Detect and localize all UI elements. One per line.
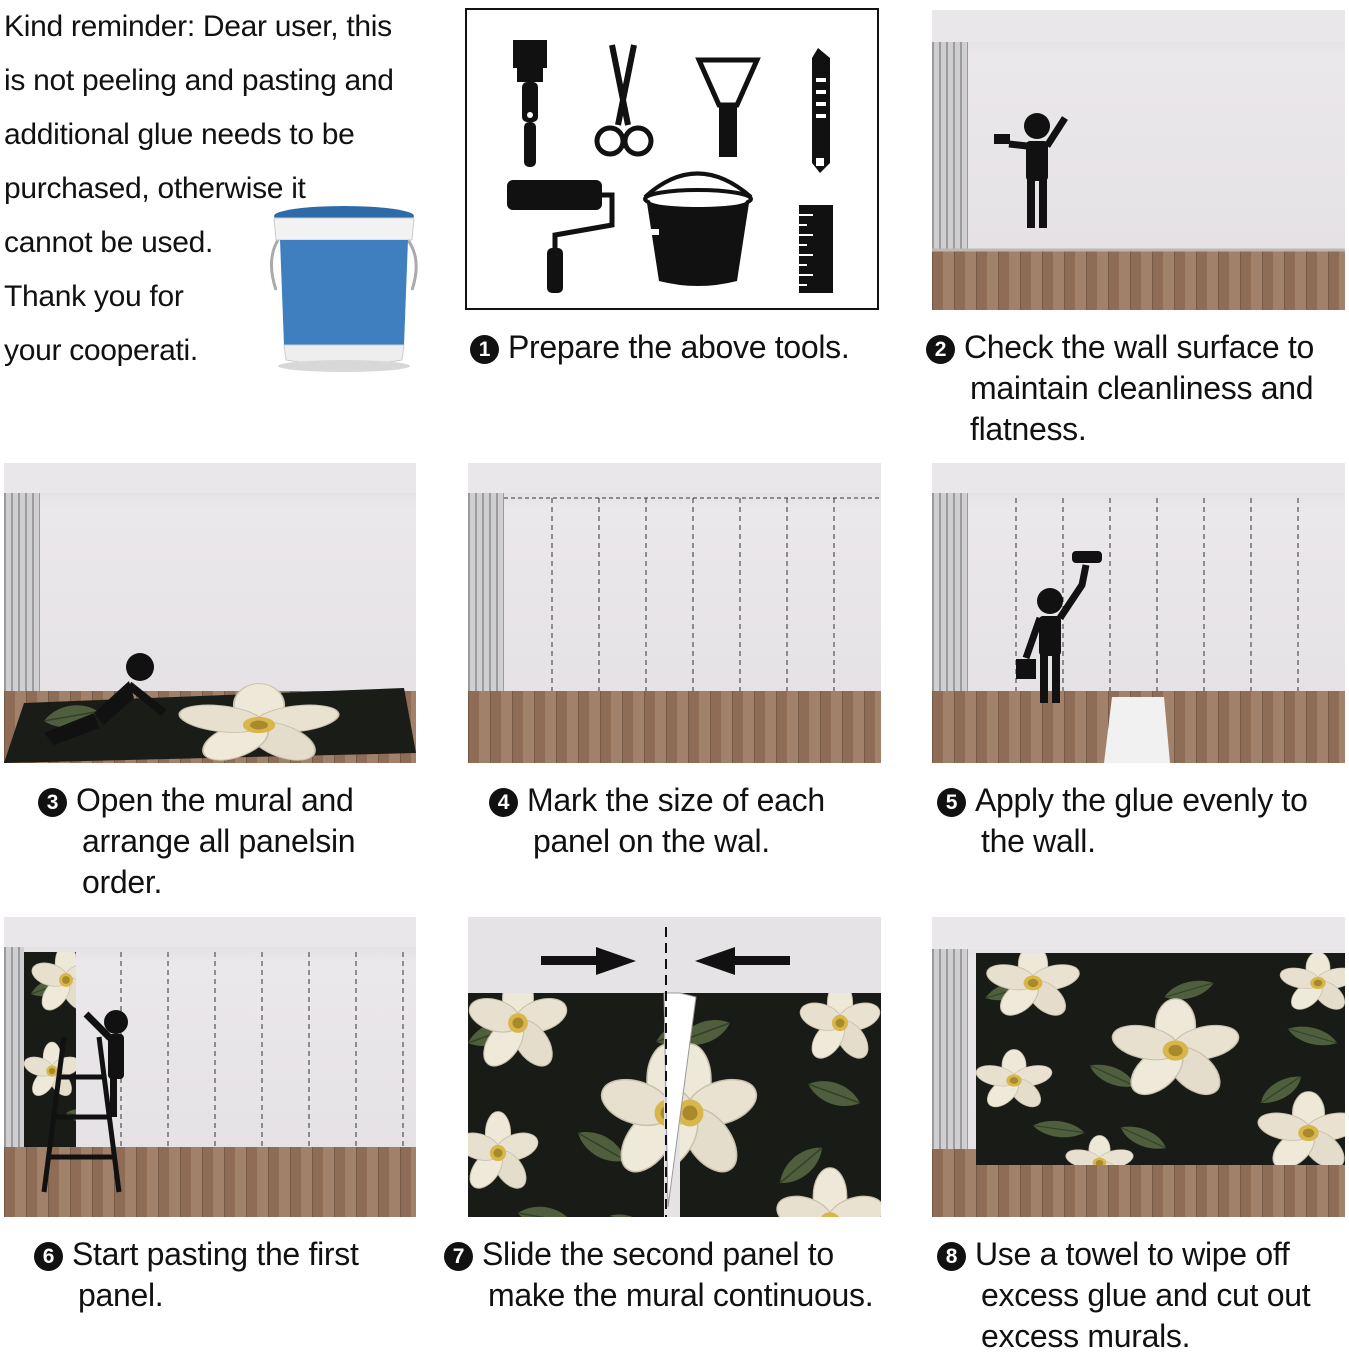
- step-2-caption: 2 Check the wall surface to maintain cleanliness and flatness.: [926, 327, 1314, 450]
- paint-brush-icon: [513, 40, 547, 167]
- paint-roller-icon: [507, 180, 612, 293]
- utility-knife-icon: [812, 48, 830, 173]
- reminder-line: additional glue needs to be: [4, 118, 355, 151]
- step6-image: [4, 917, 416, 1217]
- bucket-icon: [645, 174, 751, 287]
- step3-image: [4, 463, 416, 763]
- step-6-caption: 6 Start pasting the first panel.: [34, 1234, 359, 1316]
- reminder-line: your cooperati.: [4, 334, 198, 367]
- glue-bucket-icon: [266, 200, 436, 375]
- step-1-caption: 1 Prepare the above tools.: [470, 327, 849, 368]
- step8-image: [932, 917, 1345, 1217]
- reminder-line: is not peeling and pasting and: [4, 64, 394, 97]
- step-3-caption: 3 Open the mural and arrange all panelsin order.: [38, 780, 355, 903]
- scissors-icon: [597, 45, 651, 154]
- scraper-icon: [699, 60, 757, 157]
- ruler-icon: [799, 205, 833, 293]
- step-8-caption: 8 Use a towel to wipe off excess glue and cut out excess murals.: [937, 1234, 1310, 1357]
- step-number-badge: 5: [937, 788, 966, 817]
- step-5-caption: 5 Apply the glue evenly to the wall.: [937, 780, 1308, 862]
- reminder-line: purchased, otherwise it: [4, 172, 306, 205]
- step-number-badge: 4: [489, 788, 518, 817]
- tools-panel: [465, 8, 879, 310]
- reminder-line: Thank you for: [4, 280, 184, 313]
- step-number-badge: 1: [470, 335, 499, 364]
- step-number-badge: 3: [38, 788, 67, 817]
- step-7-caption: 7 Slide the second panel to make the mural continuous.: [444, 1234, 873, 1316]
- step-4-caption: 4 Mark the size of each panel on the wal.: [489, 780, 825, 862]
- step4-image: [468, 463, 881, 763]
- reminder-line: cannot be used.: [4, 226, 214, 259]
- step-number-badge: 2: [926, 335, 955, 364]
- step5-image: [932, 463, 1345, 763]
- step-number-badge: 6: [34, 1242, 63, 1271]
- reminder-line: Kind reminder: Dear user, this: [4, 10, 392, 43]
- step-number-badge: 7: [444, 1242, 473, 1271]
- step-number-badge: 8: [937, 1242, 966, 1271]
- step7-image: [468, 917, 881, 1217]
- step2-image: [932, 10, 1345, 310]
